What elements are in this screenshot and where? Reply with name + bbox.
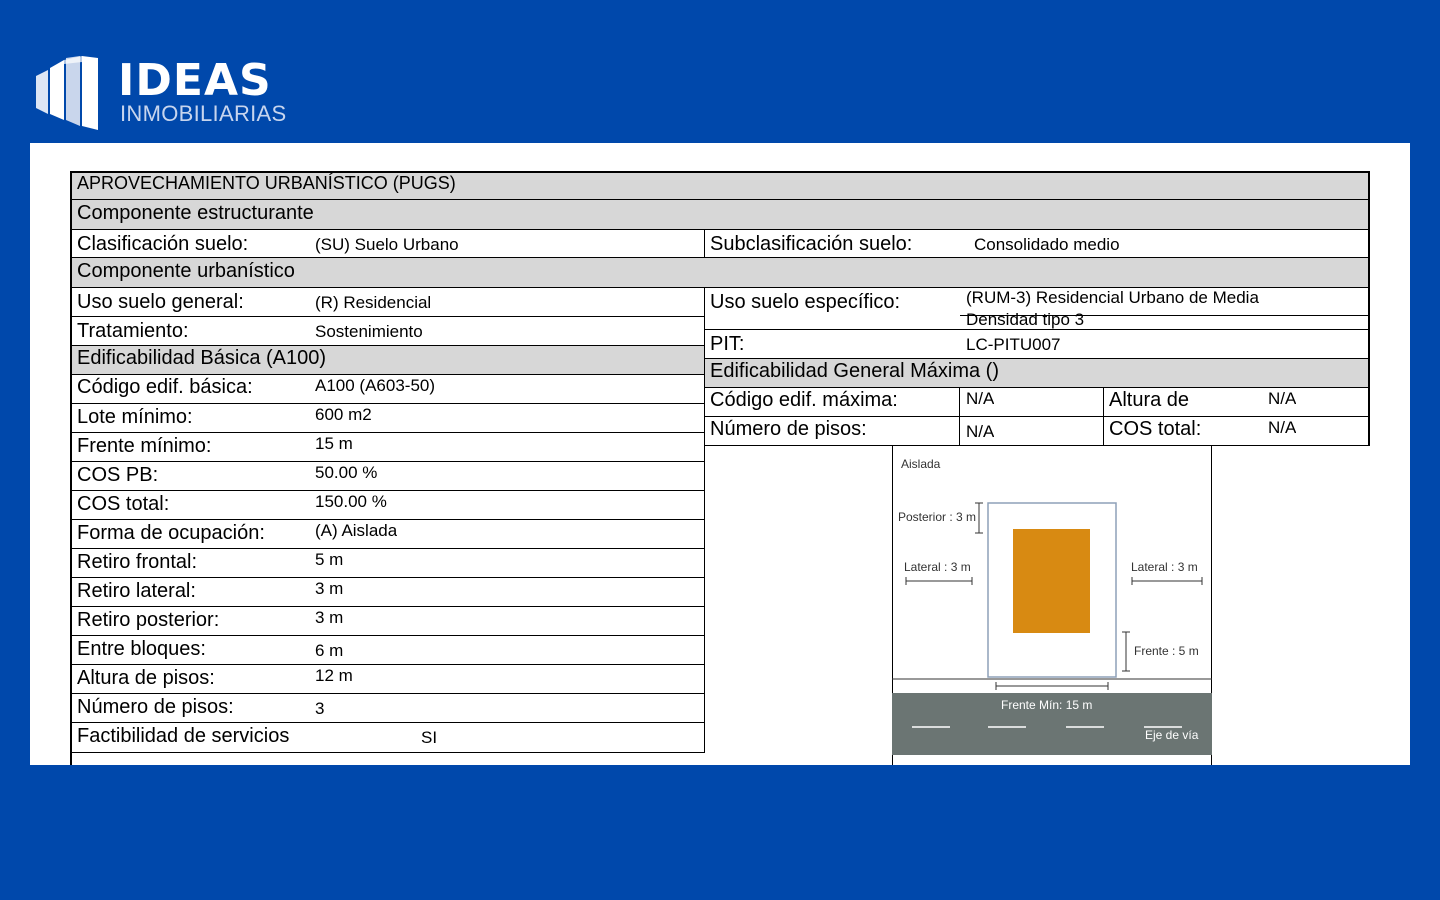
cos-maxima-label: COS total: [1109,418,1202,440]
clasificacion-label: Clasificación suelo: [77,233,249,255]
row-value: (A) Aislada [315,521,398,540]
clasificacion-value: (SU) Suelo Urbano [315,235,459,254]
row-label: Factibilidad de servicios [77,725,290,747]
row-label: Altura de pisos: [77,667,215,689]
building-footprint [1013,529,1090,633]
lateral-right-label: Lateral : 3 m [1131,560,1198,574]
grid-line [70,635,704,636]
row-value: 12 m [315,666,353,685]
pit-label: PIT: [710,333,745,355]
row-label: Número de pisos: [77,696,234,718]
grid-line [705,387,1370,388]
pisos-maxima-label: Número de pisos: [710,418,867,440]
row-value: 3 [315,699,325,718]
row-value: 5 m [315,550,344,569]
grid-line [70,229,1370,230]
main-header: APROVECHAMIENTO URBANÍSTICO (PUGS) [77,173,456,193]
grid-line [705,416,1370,417]
row-label: COS PB: [77,464,159,486]
tratamiento-value: Sostenimiento [315,322,423,341]
row-label: Lote mínimo: [77,406,193,428]
brand-tagline: INMOBILIARIAS [120,101,287,126]
row-value: 600 m2 [315,405,372,424]
grid-line [704,287,705,753]
altura-value: N/A [1268,389,1297,408]
frente-min-label: Frente Mín: 15 m [1001,698,1093,712]
row-label: COS total: [77,493,170,515]
grid-line [70,664,704,665]
uso-especifico-value-1: (RUM-3) Residencial Urbano de Media [966,288,1259,307]
subclasificacion-label: Subclasificación suelo: [710,233,913,255]
uso-especifico-value-2: Densidad tipo 3 [966,310,1085,329]
grid-line [70,752,704,753]
building-logo-icon [34,54,104,132]
frente-label: Frente : 5 m [1134,644,1199,658]
grid-line [1368,171,1370,446]
diagram-type-label: Aislada [901,457,941,471]
grid-line [959,387,960,445]
tratamiento-label: Tratamiento: [77,320,189,342]
grid-line [704,229,705,258]
row-value: 50.00 % [315,463,378,482]
lateral-left-label: Lateral : 3 m [904,560,971,574]
row-value: 3 m [315,579,344,598]
grid-line [70,722,704,723]
subclasificacion-value: Consolidado medio [974,235,1120,254]
grid-line [70,606,704,607]
uso-general-label: Uso suelo general: [77,291,244,313]
codigo-maxima-label: Código edif. máxima: [710,389,898,411]
grid-line [70,548,704,549]
row-value: 15 m [315,434,353,453]
basica-title: Edificabilidad Básica (A100) [77,347,327,369]
pit-value: LC-PITU007 [966,335,1061,354]
estructurante-title: Componente estructurante [77,202,314,224]
document-panel [30,143,1410,765]
row-label: Frente mínimo: [77,435,212,457]
codigo-maxima-value: N/A [966,389,995,408]
altura-label: Altura de [1109,389,1190,411]
grid-line [70,432,704,433]
urbanistico-title: Componente urbanístico [77,260,295,282]
pisos-maxima-value: N/A [966,422,995,441]
row-value: 150.00 % [315,492,387,511]
row-value: 6 m [315,641,344,660]
row-label: Retiro lateral: [77,580,196,602]
grid-line [70,316,704,317]
grid-line [70,403,704,404]
grid-line [70,461,704,462]
row-label: Entre bloques: [77,638,206,660]
grid-line [70,257,1370,258]
grid-line [70,171,72,765]
row-label: Retiro frontal: [77,551,198,573]
brand-name: IDEAS [118,55,272,106]
row-label: Retiro posterior: [77,609,220,631]
company-logo [34,54,294,134]
row-label: Forma de ocupación: [77,522,265,544]
eje-label: Eje de vía [1145,728,1199,742]
uso-especifico-label: Uso suelo específico: [710,291,901,313]
grid-line [70,345,704,346]
grid-line [70,374,704,375]
grid-line [70,693,704,694]
lot-setback-diagram [892,447,1212,765]
maxima-title: Edificabilidad General Máxima () [710,360,1000,382]
grid-line [70,577,704,578]
row-label: Código edif. básica: [77,376,253,398]
posterior-label: Posterior : 3 m [898,510,977,524]
uso-general-value: (R) Residencial [315,293,432,312]
cos-maxima-value: N/A [1268,418,1297,437]
grid-line [705,445,1370,446]
zoning-table [30,143,1410,765]
grid-line [1103,387,1104,445]
grid-line [70,199,1370,200]
grid-line [70,490,704,491]
grid-line [705,358,1370,359]
row-value: A100 (A603-50) [315,376,436,395]
row-value: 3 m [315,608,344,627]
row-value: SI [421,728,438,747]
grid-line [70,519,704,520]
